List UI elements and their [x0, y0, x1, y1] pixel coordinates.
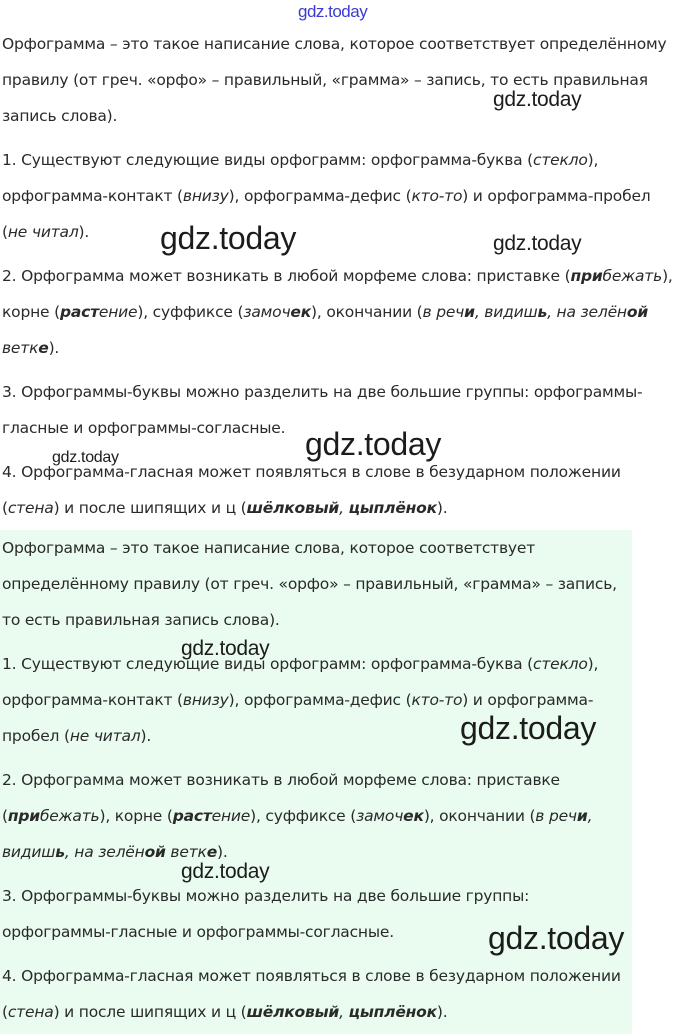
point-2-paragraph: 2. Орфограмма может возникать в любой морфеме слова: приставке (прибежать), корне (растение), суффиксе (замочек), окончании (в речи, видишь, на зелёной ветке). — [2, 267, 673, 357]
watermark: gdz.today — [488, 920, 625, 956]
definition-paragraph: Орфограмма – это такое написание слова, которое соответствует определённому правилу (от греч. «орфо» – правильный, «грамма» – запись, то есть правильная запись слова). — [2, 539, 617, 629]
watermark: gdz.today — [493, 88, 582, 111]
watermark: gdz.today — [181, 637, 270, 660]
point-3-paragraph: 3. Орфограммы-буквы можно разделить на две большие группы: орфограммы-гласные и орфограммы-согласные. — [2, 383, 643, 437]
top-watermark: gdz.today — [298, 2, 368, 21]
watermark: gdz.today — [305, 426, 442, 462]
definition-paragraph: Орфограмма – это такое написание слова, которое соответствует определённому правилу (от греч. «орфо» – правильный, «грамма» – запись, то есть правильная запись слова). — [2, 35, 667, 125]
point-3-paragraph: 3. Орфограммы-буквы можно разделить на две большие группы: орфограммы-гласные и орфограммы-согласные. — [2, 887, 530, 941]
watermark: gdz.today — [493, 232, 582, 255]
point-4-paragraph: 4. Орфограмма-гласная может появляться в слове в безударном положении (стена) и после шипящих и ц (шёлковый, цыплёнок). — [2, 463, 621, 517]
point-1-paragraph: 1. Существуют следующие виды орфограмм: орфограмма-буква (стекло), орфограмма-контакт (внизу), орфограмма-дефис (кто-то) и орфограмма-пробел (не читал). — [2, 655, 599, 745]
point-2-paragraph: 2. Орфограмма может возникать в любой морфеме слова: приставке (прибежать), корне (растение), суффиксе (замочек), окончании (в речи, видишь, на зелёной ветке). — [2, 771, 593, 861]
watermark: gdz.today — [52, 449, 119, 466]
answer-section-highlighted — [0, 530, 632, 1034]
watermark: gdz.today — [181, 860, 270, 883]
watermark: gdz.today — [160, 220, 297, 256]
watermark: gdz.today — [460, 710, 597, 746]
point-1-paragraph: 1. Существуют следующие виды орфограмм: орфограмма-буква (стекло), орфограмма-контакт (внизу), орфограмма-дефис (кто-то) и орфограмма-пробел (не читал). — [2, 151, 651, 241]
answer-section-original — [0, 26, 680, 534]
point-4-paragraph: 4. Орфограмма-гласная может появляться в слове в безударном положении (стена) и после шипящих и ц (шёлковый, цыплёнок). — [2, 967, 621, 1021]
